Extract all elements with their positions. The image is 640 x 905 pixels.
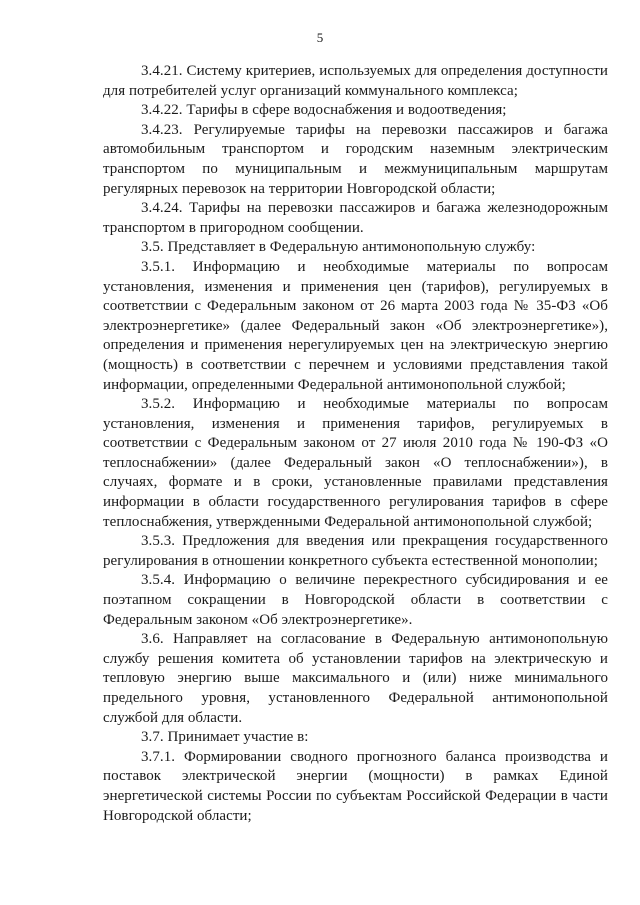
paragraph-3-7: 3.7. Принимает участие в: xyxy=(141,729,309,746)
paragraph-3-4-24: 3.4.24. Тарифы на перевозки пассажиров и багажа железнодорожным транспортом в пригородном сообщении. xyxy=(103,200,608,236)
paragraph-3-6: 3.6. Направляет на согласование в Федеральную антимонопольную службу решения комитета об установлении тарифов на электрическую и тепловую энергию выше максимального и (или) ниже минимального предельного уровня, установленного Федеральной антимонопольной службой для области. xyxy=(103,631,608,726)
paragraph-3-7-1: 3.7.1. Формировании сводного прогнозного баланса производства и поставок электрической энергии (мощности) в рамках Единой энергетической системы России по субъектам Российской Федерации в части Новгородской области; xyxy=(103,748,608,824)
paragraph-3-5-3: 3.5.3. Предложения для введения или прекращения государственного регулирования в отношении конкретного субъекта естественной монополии; xyxy=(103,533,608,569)
paragraph-3-4-23: 3.4.23. Регулируемые тарифы на перевозки пассажиров и багажа автомобильным транспортом и городским наземным электрическим транспортом по муниципальным и межмуниципальным маршрутам регулярных перевозок на территории Новгородской области; xyxy=(103,121,608,197)
paragraph-3-5-4: 3.5.4. Информацию о величине перекрестного субсидирования и ее поэтапном сокращении в Новгородской области в соответствии с Федеральным законом «Об электроэнергетике». xyxy=(103,572,608,628)
paragraph-3-5-1: 3.5.1. Информацию и необходимые материалы по вопросам установления, изменения и применения цен (тарифов), регулируемых в соответствии с Федеральным законом от 26 марта 2003 года № 35-ФЗ «Об электроэнергетике» (далее Федеральный закон «Об электроэнергетике»), определения и применения нерегулируемых цен на электрическую энергию (мощность) в соответствии с перечнем и условиями представления такой информации, определенными Федеральной антимонопольной службой; xyxy=(103,258,608,393)
document-body xyxy=(103,62,608,826)
page-number: 5 xyxy=(316,30,324,45)
paragraph-3-5-2: 3.5.2. Информацию и необходимые материалы по вопросам установления, изменения и применения тарифов, регулируемых в соответствии с Федеральным законом от 27 июля 2010 года № 190-ФЗ «О теплоснабжении» (далее Федеральный закон «О теплоснабжении»), в случаях, формате и в сроки, установленные правилами представления информации в области государственного регулирования тарифов в сфере теплоснабжения, утвержденными Федеральной антимонопольной службой; xyxy=(103,396,608,530)
paragraph-3-5: 3.5. Представляет в Федеральную антимонопольную службу: xyxy=(141,239,536,256)
paragraph-3-4-21: 3.4.21. Систему критериев, используемых для определения доступности для потребителей услуг организаций коммунального комплекса; xyxy=(103,63,608,99)
paragraph-3-4-22: 3.4.22. Тарифы в сфере водоснабжения и водоотведения; xyxy=(141,102,507,119)
